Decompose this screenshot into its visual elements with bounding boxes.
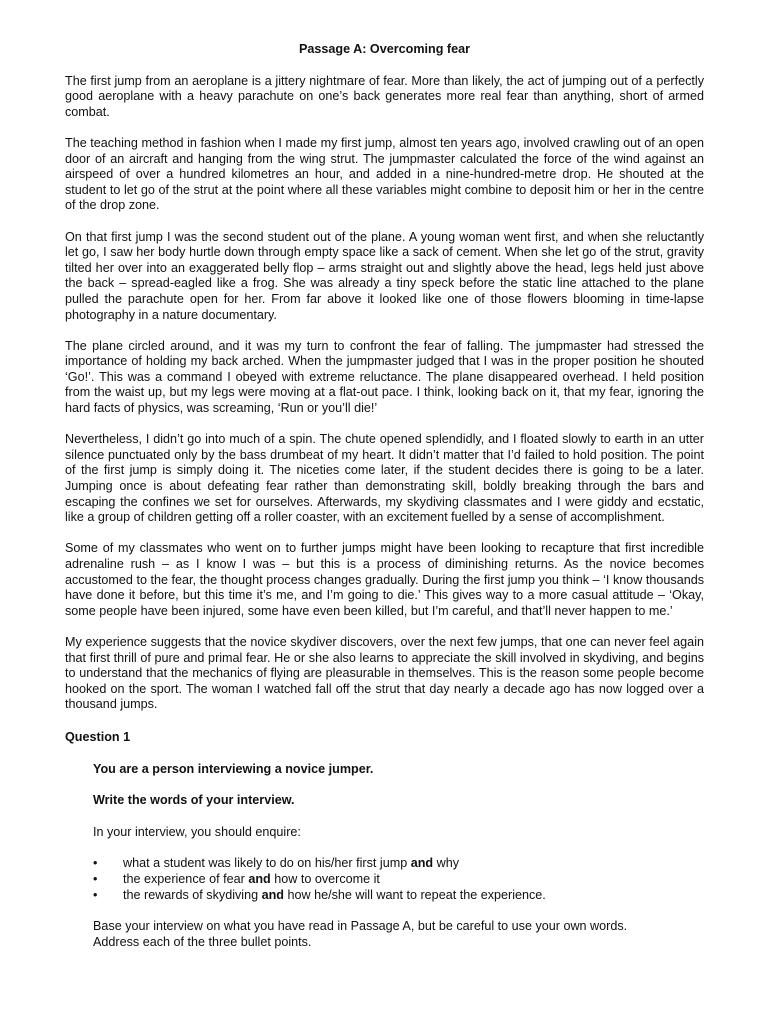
bullet-connector: and [261,887,284,902]
document-page [65,42,704,950]
bullet-connector: and [248,871,271,886]
bullet-text-after: how to overcome it [270,871,380,886]
bullet-text-after: why [433,856,459,871]
passage-paragraph-3: On that first jump I was the second student out of the plane. A young woman went first, and when she reluctantly let go, I saw her body hurtle down through empty space like a sack of cement. When she let go of the strut, gravity tilted her over into an exaggerated belly flop – arms straight out and slightly above the head, legs held just above the back – spread-eagled like a frog. She was already a tiny speck before the static line attached to the plane pulled the parachute open for her. From far above it looked like one of those flowers blooming in time-lapse photography in a nature documentary. [65,229,704,322]
bullet-icon: • [93,871,98,886]
passage-paragraph-4: The plane circled around, and it was my turn to confront the fear of falling. The jumpmaster had stressed the importance of holding my back arched. When the jumpmaster judged that I was in the proper position he shouted ‘Go!’. This was a command I obeyed with extreme reluctance. The plane disappeared overhead. I held position from the waist up, but my legs were moving at a flat-out pace. I think, looking back on it, that my fear, ignoring the hard facts of physics, was screaming, ‘Run or you’ll die!’ [65,338,704,416]
passage-paragraph-2: The teaching method in fashion when I made my first jump, almost ten years ago, involved crawling out of an open door of an aircraft and hanging from the wing strut. The jumpmaster calculated the force of the wind against an airspeed of over a hundred kilometres an hour, and added in a nine-hundred-metre drop. He shouted at the student to let go of the strut at the point where all these variables might combine to deposit him or her in the centre of the drop zone. [65,135,704,213]
bullet-text-before: what a student was likely to do on his/her first jump [123,856,411,871]
question-body [93,762,704,951]
bullet-item-1 [93,856,704,872]
bullet-icon: • [93,856,98,871]
passage-title: Passage A: Overcoming fear [298,42,471,56]
passage-paragraph-1: The first jump from an aeroplane is a jittery nightmare of fear. More than likely, the act of jumping out of a perfectly good aeroplane with a heavy parachute on one’s back generates more real fear than anything, short of armed combat. [65,73,704,119]
bullet-text-before: the rewards of skydiving [123,887,262,902]
question-role-line: You are a person interviewing a novice jumper. [93,761,374,776]
question-heading: Question 1 [65,729,131,744]
bullet-item-2 [93,872,704,888]
bullet-text-before: the experience of fear [123,871,249,886]
closing-instruction-2: Address each of the three bullet points. [93,934,312,949]
passage-paragraph-5: Nevertheless, I didn’t go into much of a spin. The chute opened splendidly, and I floated slowly to earth in an utter silence punctuated only by the bass drumbeat of my heart. It didn’t matter that I’d failed to hold position. The point of the first jump is simply doing it. The niceties come later, if the student decides there is going to be a later. Jumping once is about defeating fear rather than demonstrating skill, boldly breaking through the bars and escaping the confines we set for ourselves. Afterwards, my skydiving classmates and I were giddy and ecstatic, like a group of children getting off a roller coaster, with an excitement fuelled by a sense of accomplishment. [65,432,704,525]
bullet-icon: • [93,887,98,902]
question-task-line: Write the words of your interview. [93,793,295,808]
question-enquire-line: In your interview, you should enquire: [93,824,301,839]
bullet-list [93,856,704,903]
bullet-connector: and [410,856,434,871]
bullet-item-3 [93,888,704,904]
passage-paragraph-7: My experience suggests that the novice skydiver discovers, over the next few jumps, that one can never feel again that first thrill of pure and primal fear. He or she also learns to appreciate the skill involved in skydiving, and begins to understand that the mechanics of flying are pleasurable in themselves. This is the reason some people become hooked on the sport. The woman I watched fall off the strut that day nearly a decade ago has now logged over a thousand jumps. [65,634,704,712]
passage-paragraph-6: Some of my classmates who went on to further jumps might have been looking to recapture that first incredible adrenaline rush – as I know I was – but this is a process of diminishing returns. As the novice becomes accustomed to the fear, the thought process changes gradually. During the first jump you think – ‘I know thousands have done it before, but this time it’s me, and I’m going to die.’ This gives way to a more casual attitude – ‘Okay, some people have been injured, some have even been killed, but I’m careful, and that’ll never happen to me.’ [65,541,704,618]
bullet-text-after: how he/she will want to repeat the experience. [283,887,546,902]
closing-instruction-1: Base your interview on what you have read in Passage A, but be careful to use your own words. [93,919,628,934]
